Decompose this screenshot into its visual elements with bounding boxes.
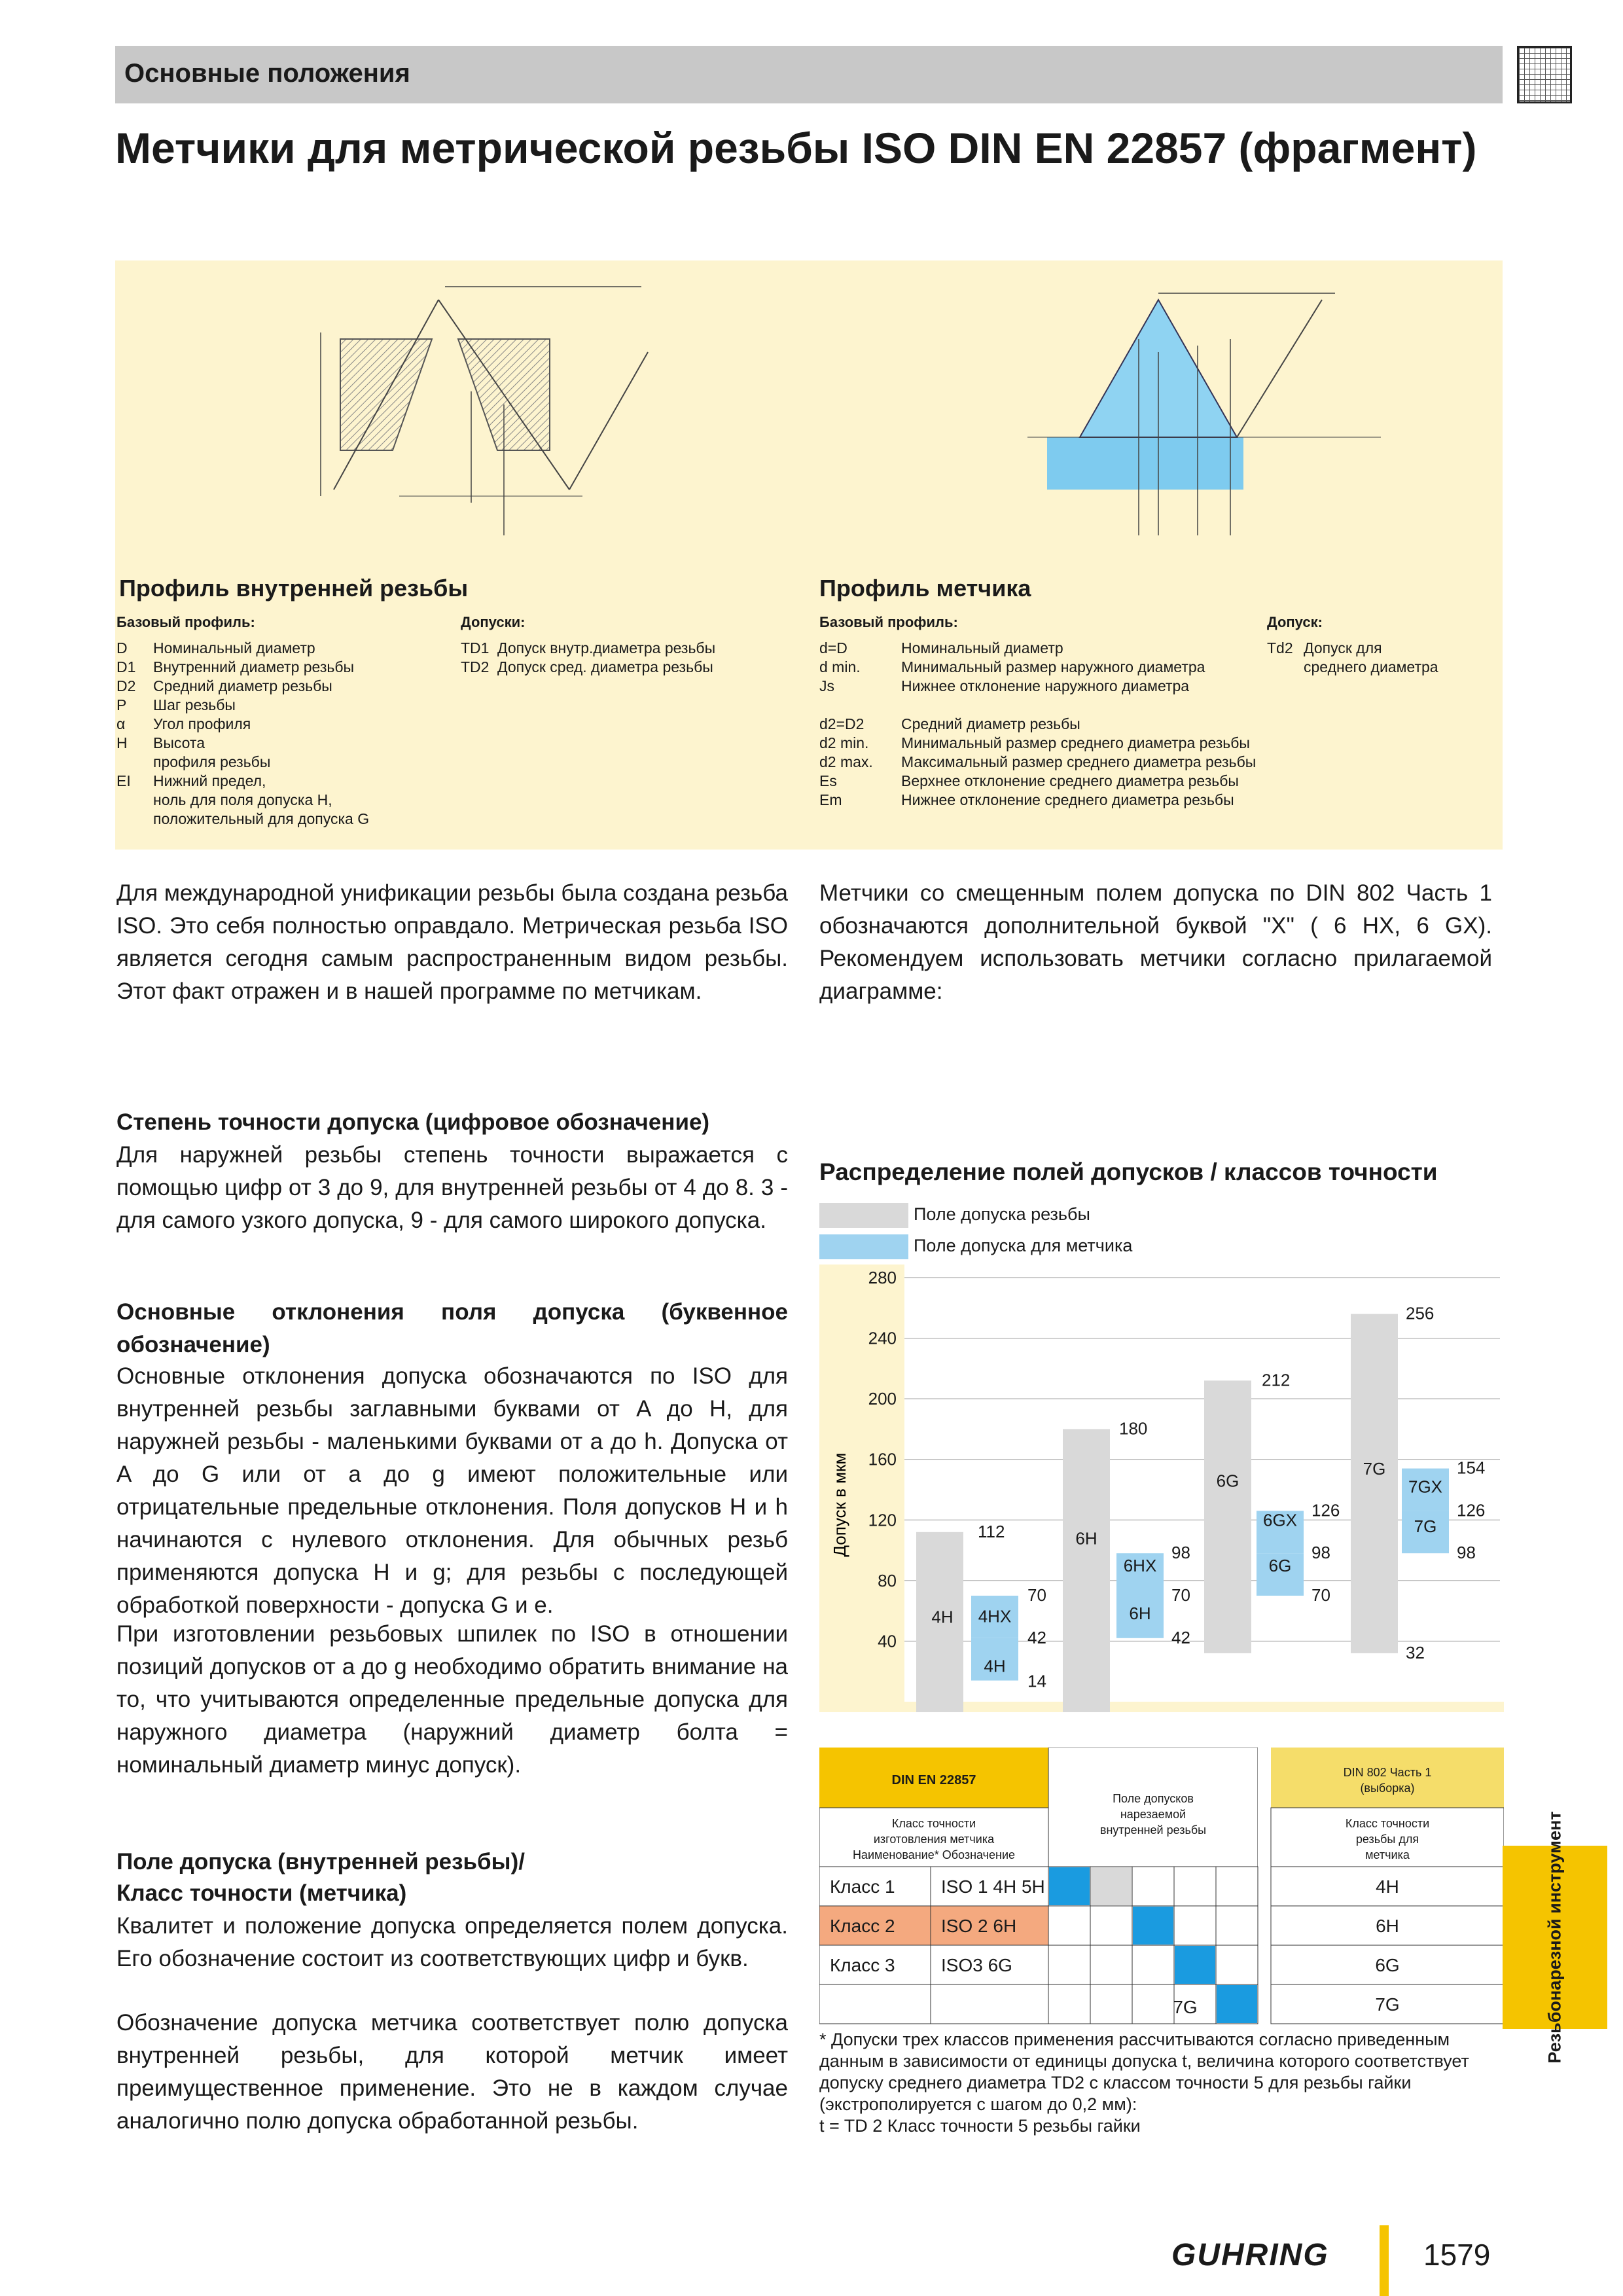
matrix-cell <box>1048 1906 1090 1945</box>
value-label: 70 <box>1171 1585 1190 1605</box>
bar-label: 7GX <box>1408 1477 1443 1497</box>
table-h2: нарезаемой <box>1120 1808 1186 1821</box>
matrix-cell-filled <box>1217 1985 1257 2023</box>
value-label: 112 <box>978 1521 1005 1541</box>
table-h1-sub: Класс точности <box>891 1817 976 1830</box>
tolerance-chart <box>819 1265 1504 1712</box>
legend-value: положительный для допуска G <box>153 810 370 827</box>
accuracy-heading: Степень точности допуска (цифровое обозначение) <box>116 1109 710 1135</box>
legend-row <box>819 639 1256 658</box>
legend-row <box>116 753 369 772</box>
bar-label: 7G <box>1363 1458 1386 1479</box>
y-tick-label: 240 <box>868 1328 897 1348</box>
legend-row <box>819 715 1256 734</box>
legend-tap-label: Поле допуска для метчика <box>914 1236 1133 1255</box>
intro-paragraph: Для международной унификации резьбы была создана резьба ISO. Это себя полностью оправдало. Метрическая резьба ISO является сегодня самым распространенным видом резьбы. Этот факт отражен и в нашей программе по метчикам. <box>116 880 788 1004</box>
legend-key: Es <box>819 772 837 789</box>
y-tick-label: 160 <box>868 1449 897 1469</box>
legend-value: Максимальный размер среднего диаметра резьбы <box>901 753 1257 770</box>
internal-base-list <box>116 639 369 829</box>
bar-7g <box>1351 1314 1398 1653</box>
table-h1: DIN EN 22857 <box>891 1773 976 1787</box>
tap-profile-diagram <box>1027 274 1394 555</box>
legend-value: Номинальный диаметр <box>153 639 315 656</box>
field-paragraph: Квалитет и положение допуска определяется полем допуска. Его обозначение состоит из соответствующих цифр и букв. <box>116 1913 788 1971</box>
value-label: 98 <box>1311 1543 1330 1563</box>
legend-value: Номинальный диаметр <box>901 639 1063 656</box>
tap-base-list <box>819 639 1256 810</box>
value-label: 14 <box>1027 1671 1046 1691</box>
table-h1-sub: Наименование* Обозначение <box>852 1848 1016 1861</box>
legend-value: Допуск сред. диаметра резьбы <box>497 658 713 675</box>
y-tick-label: 80 <box>878 1570 897 1590</box>
legend-key: d=D <box>819 639 847 656</box>
bar-label: 6GX <box>1262 1510 1298 1530</box>
page-title: Метчики для метрической резьбы ISO DIN EN 22857 (фрагмент) <box>115 124 1477 172</box>
table-class-name: Класс 2 <box>830 1916 895 1936</box>
internal-profile-title: Профиль внутренней резьбы <box>119 575 469 601</box>
table-din802-value: 6G <box>1375 1955 1400 1975</box>
bar-6g <box>1204 1380 1251 1653</box>
field-paragraph-2: Обозначение допуска метчика соответствует полю допуска внутренней резьбы, для которой метчик имеет преимущественное применение. Это не в каждом случае аналогично полю допуска обработанной резьбы. <box>116 2010 788 2134</box>
table-h3-sub: Класс точности <box>1345 1817 1430 1830</box>
y-axis-label: Допуск в мкм <box>830 1452 849 1557</box>
legend-key: TD2 <box>461 658 490 675</box>
legend-row <box>819 791 1256 810</box>
legend-row <box>116 715 369 734</box>
legend-value: Угол профиля <box>153 715 251 732</box>
bar-label: 6HX <box>1123 1555 1157 1575</box>
legend-row <box>116 658 369 677</box>
y-tick-label: 120 <box>868 1510 897 1530</box>
legend-key: d2 max. <box>819 753 873 770</box>
bar-label: 7G <box>1414 1516 1437 1536</box>
table-class-name: Класс 1 <box>830 1876 895 1897</box>
legend-key: α <box>116 715 126 732</box>
table-class-name: Класс 3 <box>830 1955 895 1975</box>
matrix-cell <box>1090 1906 1132 1945</box>
section-tab-label: Резьбонарезной инструмент <box>1544 1811 1565 2064</box>
legend-value: Нижний предел, <box>153 772 266 789</box>
legend-value: Минимальный размер наружного диаметра <box>901 658 1205 675</box>
footnote-formula: t = TD 2 Класс точности 5 резьбы гайки <box>819 2116 1141 2136</box>
value-label: 126 <box>1311 1500 1340 1520</box>
tap-x-paragraph: Метчики со смещенным полем допуска по DIN 802 Часть 1 обозначаются дополнительной буквой "X" ( 6 HX, 6 GX). Рекомендуем использовать метчики согласно прилагаемой диаграмме: <box>819 880 1492 1004</box>
deviation-heading: Основные отклонения поля допуска (буквенное обозначение) <box>116 1299 788 1357</box>
legend-row <box>116 791 369 810</box>
tolerance-table <box>819 1748 1504 2026</box>
legend-row <box>819 658 1256 677</box>
value-label: 180 <box>1119 1418 1148 1439</box>
matrix-cell-filled <box>1049 1867 1090 1905</box>
y-tick-label: 280 <box>868 1268 897 1287</box>
table-class-code: ISO3 6G <box>941 1955 1012 1975</box>
legend-value: ноль для поля допуска H, <box>153 791 332 808</box>
legend-key: D <box>116 639 128 656</box>
legend-row <box>1267 639 1438 658</box>
legend-key: H <box>116 734 128 751</box>
legend-row <box>1267 658 1438 677</box>
legend-row <box>116 734 369 753</box>
value-label: 70 <box>1027 1585 1046 1605</box>
value-label: 256 <box>1406 1303 1435 1323</box>
value-label: 98 <box>1171 1543 1190 1563</box>
legend-row <box>116 677 369 696</box>
legend-row <box>819 696 1256 715</box>
table-h3: DIN 802 Часть 1 <box>1343 1766 1432 1779</box>
matrix-cell <box>1132 1984 1174 2024</box>
legend-value: Средний диаметр резьбы <box>901 715 1080 732</box>
table-matrix-label: 7G <box>1173 1997 1198 2017</box>
value-label: 154 <box>1457 1458 1486 1478</box>
section-title: Основные положения <box>124 59 410 88</box>
matrix-cell-filled <box>1133 1907 1173 1945</box>
internal-tol-list <box>461 639 715 677</box>
table-h3-sub: резьбы для <box>1355 1833 1419 1846</box>
matrix-cell <box>1174 1867 1216 1906</box>
field-heading-1: Поле допуска (внутренней резьбы)/ <box>116 1849 525 1874</box>
legend-value: Нижнее отклонение среднего диаметра резьбы <box>901 791 1234 808</box>
bar-label: 4HX <box>978 1606 1012 1626</box>
bar-label: 6G <box>1216 1471 1240 1491</box>
page-grid-icon <box>1517 46 1572 103</box>
matrix-cell-filled <box>1175 1946 1215 1984</box>
brand-logo: GUHRING <box>1171 2238 1329 2272</box>
table-h1-sub: изготовления метчика <box>873 1833 995 1846</box>
bar-label: 4H <box>984 1656 1006 1676</box>
legend-key: d2=D2 <box>819 715 865 732</box>
chart-title: Распределение полей допусков / классов точности <box>819 1158 1438 1185</box>
legend-key: D2 <box>116 677 136 694</box>
section-header-bar <box>115 46 1503 103</box>
legend-value: среднего диаметра <box>1304 658 1438 675</box>
page-number: 1579 <box>1423 2238 1491 2272</box>
table-gap <box>1258 1748 1271 2026</box>
deviation-paragraph-2: При изготовлении резьбовых шпилек по ISO в отношении позиций допусков от a до g необходимо обратить внимание на то, что учитываются определенные предельные допуска для наружного диаметра (наружний диаметр болта = номинальный диаметр минус допуск). <box>116 1621 788 1778</box>
table-h2: внутренней резьбы <box>1099 1823 1207 1837</box>
value-label: 32 <box>1406 1642 1425 1662</box>
matrix-cell <box>1216 1906 1258 1945</box>
matrix-cell <box>1048 1984 1090 2024</box>
table-h3-sub: метчика <box>1365 1848 1410 1861</box>
legend-value: Допуск внутр.диаметра резьбы <box>497 639 716 656</box>
value-label: 126 <box>1457 1500 1486 1520</box>
table-h3: (выборка) <box>1360 1782 1415 1795</box>
legend-value: Средний диаметр резьбы <box>153 677 332 694</box>
legend-row <box>116 696 369 715</box>
tap-base-heading: Базовый профиль: <box>819 614 958 630</box>
bar-label: 6H <box>1129 1603 1151 1623</box>
legend-value: Нижнее отклонение наружного диаметра <box>901 677 1190 694</box>
legend-row <box>116 772 369 791</box>
tap-tol-heading: Допуск: <box>1267 614 1323 630</box>
table-din802-value: 6H <box>1376 1916 1399 1936</box>
matrix-cell <box>1132 1945 1174 1984</box>
bar-label: 4H <box>931 1607 954 1627</box>
value-label: 42 <box>1171 1627 1190 1647</box>
tap-profile-title: Профиль метчика <box>819 575 1031 601</box>
section-tab[interactable] <box>1503 1811 1607 2064</box>
legend-row <box>461 658 715 677</box>
internal-tol-heading: Допуски: <box>461 614 526 630</box>
legend-key: D1 <box>116 658 136 675</box>
table-header-field <box>1048 1748 1258 1867</box>
y-tick-label: 40 <box>878 1631 897 1651</box>
legend-value: Допуск для <box>1304 639 1382 656</box>
legend-row <box>819 753 1256 772</box>
legend-key: EI <box>116 772 131 789</box>
table-class-code: ISO 2 6H <box>941 1916 1017 1936</box>
matrix-cell-filled <box>1091 1867 1132 1905</box>
legend-value: Внутренний диаметр резьбы <box>153 658 355 675</box>
legend-thread-swatch <box>819 1203 908 1228</box>
table-h2: Поле допусков <box>1113 1792 1194 1805</box>
table-din802-value: 4H <box>1376 1876 1399 1897</box>
legend-value: профиля резьбы <box>153 753 271 770</box>
legend-value: Верхнее отклонение среднего диаметра резьбы <box>901 772 1239 789</box>
internal-thread-diagram <box>308 274 674 555</box>
legend-value: Шаг резьбы <box>153 696 236 713</box>
matrix-cell <box>1174 1906 1216 1945</box>
matrix-cell <box>1216 1945 1258 1984</box>
internal-base-heading: Базовый профиль: <box>116 614 255 630</box>
legend-key: Js <box>819 677 834 694</box>
legend-value: Минимальный размер среднего диаметра резьбы <box>901 734 1250 751</box>
legend-thread-label: Поле допуска резьбы <box>914 1204 1090 1224</box>
matrix-cell <box>1090 1945 1132 1984</box>
matrix-cell <box>1216 1867 1258 1906</box>
legend-row <box>819 677 1256 696</box>
legend-value: Высота <box>153 734 205 751</box>
legend-key: Em <box>819 791 842 808</box>
matrix-cell <box>1048 1945 1090 1984</box>
table-din802-value: 7G <box>1375 1994 1400 2015</box>
legend-row <box>819 772 1256 791</box>
tap-tol-list <box>1267 639 1438 677</box>
legend-key: TD1 <box>461 639 490 656</box>
legend-row <box>116 810 369 829</box>
legend-row <box>461 639 715 658</box>
legend-key: d2 min. <box>819 734 869 751</box>
table-class-code: ISO 1 4H 5H <box>941 1876 1045 1897</box>
legend-row <box>116 639 369 658</box>
field-heading-2: Класс точности (метчика) <box>116 1880 407 1906</box>
legend-key: P <box>116 696 127 713</box>
legend-row <box>819 734 1256 753</box>
legend-key: Td2 <box>1267 639 1293 656</box>
value-label: 212 <box>1262 1370 1291 1390</box>
matrix-cell <box>1132 1867 1174 1906</box>
matrix-cell <box>1090 1984 1132 2024</box>
value-label: 42 <box>1027 1627 1046 1647</box>
footnote: * Допуски трех классов применения рассчитываются согласно приведенным данным в зависимости от единицы допуска t, величина которого соответствует допуску среднего диаметра TD2 с классом точности 5 для резьбы гайки (экстрополируется с шагом до 0,2 мм): <box>819 2030 1469 2114</box>
bar-label: 6H <box>1075 1528 1097 1549</box>
footer-divider <box>1380 2225 1389 2296</box>
legend-key: d min. <box>819 658 861 675</box>
bar-label: 6G <box>1268 1555 1292 1575</box>
accuracy-paragraph: Для наружней резьбы степень точности выражается с помощью цифр от 3 до 9, для внутренней резьбы от 4 до 8. 3 - для самого узкого допуска, 9 - для самого широкого допуска. <box>116 1142 788 1233</box>
table-cell <box>819 1984 1048 2024</box>
value-label: 70 <box>1311 1585 1330 1605</box>
bar-6h <box>1063 1429 1110 1712</box>
deviation-paragraph: Основные отклонения допуска обозначаются по ISO для внутренней резьбы заглавными буквами от A до H, для наружней резьбы - маленькими буквами от a до h. Допуска от A до G или от a до g имеют положительные или отрицательные предельные отклонения. Поля допусков H и h начинаются с нулевого отклонения. Для обычных резьб применяются допуска H и g; для резьбы с последующей обработкой поверхности - допуска G и e. <box>116 1363 788 1618</box>
legend-tap-swatch <box>819 1234 908 1259</box>
value-label: 98 <box>1457 1543 1476 1563</box>
y-tick-label: 200 <box>868 1389 897 1409</box>
